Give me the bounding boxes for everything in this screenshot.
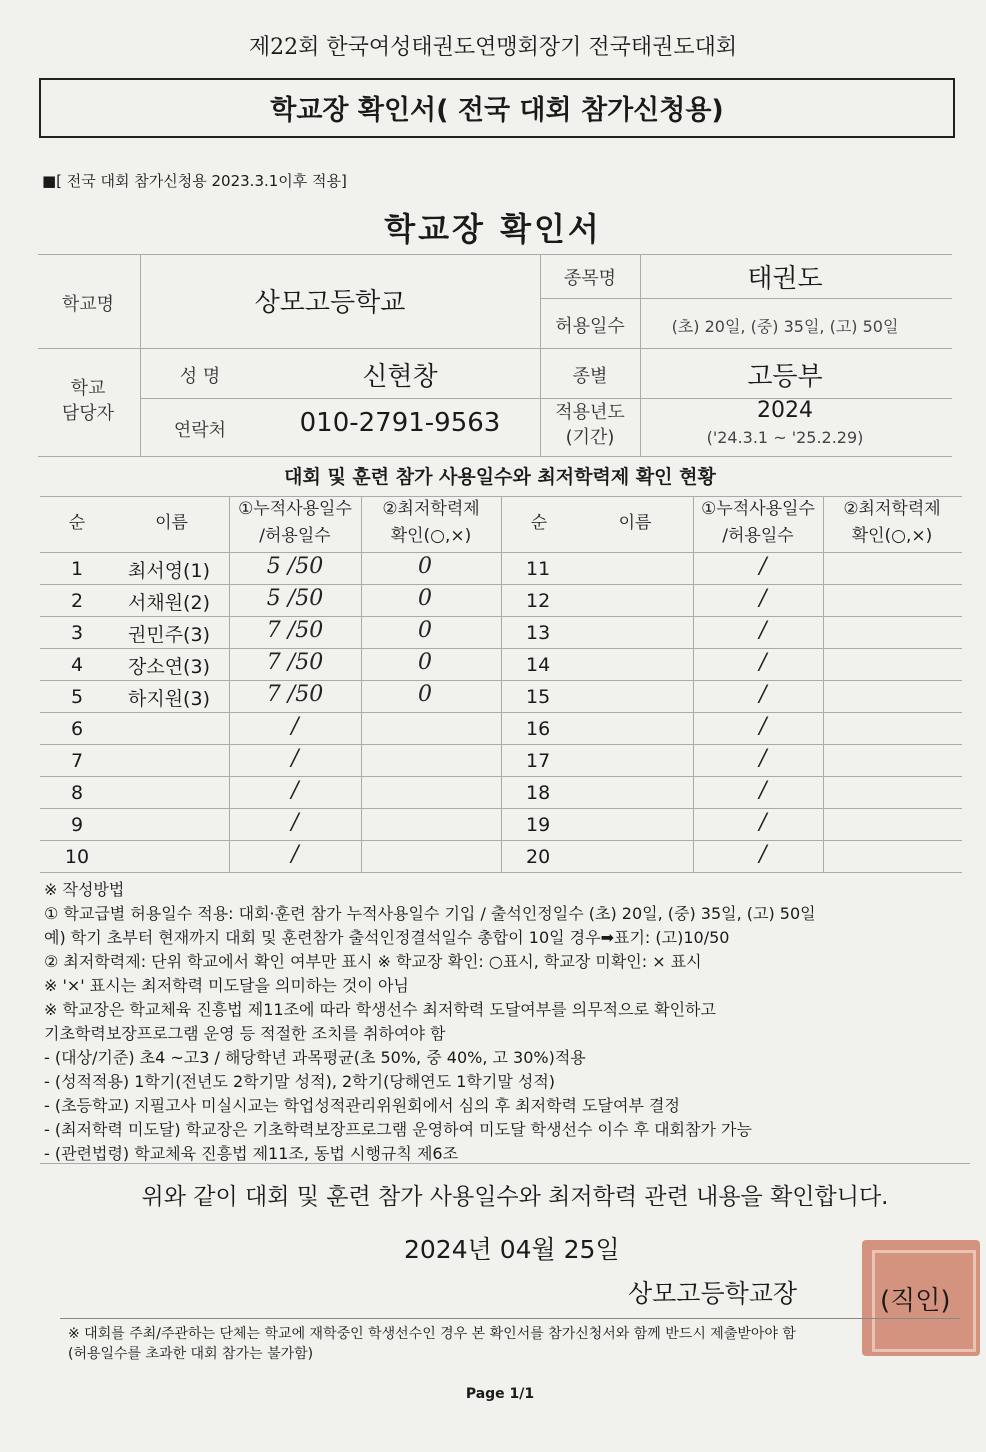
row-seq: 11 bbox=[526, 558, 551, 580]
row-usage-days: 7 /50 bbox=[266, 682, 324, 707]
instructions bbox=[44, 878, 954, 1166]
row-name: 권민주(3) bbox=[128, 624, 210, 646]
table-row-line bbox=[40, 872, 962, 873]
row-usage-days: / bbox=[291, 810, 299, 835]
row-usage-days: / bbox=[759, 778, 767, 803]
row-seq: 14 bbox=[526, 654, 551, 676]
row-seq: 17 bbox=[526, 750, 551, 772]
document-title: 학교장 확인서 bbox=[384, 210, 602, 248]
row-usage-days: / bbox=[291, 746, 299, 771]
row-seq: 12 bbox=[526, 590, 551, 612]
row-seq: 4 bbox=[70, 654, 84, 676]
event-label: 종목명 bbox=[563, 268, 617, 289]
instruction-line: - (최저학력 미도달) 학교장은 기초학력보장프로그램 운영하여 미도달 학생선수 이수 후 대회참가 가능 bbox=[44, 1120, 752, 1139]
instruction-line: - (성적적용) 1학기(전년도 2학기말 성적), 2학기(당해연도 1학기말 성적) bbox=[44, 1072, 556, 1091]
info-line-bottom bbox=[38, 456, 952, 457]
footer-note bbox=[68, 1324, 968, 1364]
row-usage-days: / bbox=[759, 810, 767, 835]
row-min-academic-check: 0 bbox=[418, 682, 432, 707]
row-seq: 1 bbox=[70, 558, 84, 580]
row-usage-days: / bbox=[759, 842, 767, 867]
person-name-label: 성 명 bbox=[179, 366, 221, 387]
manager-label: 학교 담당자 bbox=[61, 378, 115, 424]
instruction-line: - (관련법령) 학교체육 진흥법 제11조, 동법 시행규칙 제6조 bbox=[44, 1144, 459, 1163]
instruction-line: 기초학력보장프로그램 운영 등 적절한 조치를 취하여야 함 bbox=[44, 1024, 446, 1043]
footer-line-2: (허용일수를 초과한 대회 참가는 불가함) bbox=[68, 1346, 314, 1362]
contact-value: 010-2791-9563 bbox=[299, 408, 501, 438]
allowed-days-value: (초) 20일, (중) 35일, (고) 50일 bbox=[671, 317, 899, 336]
usage-section-title: 대회 및 훈련 참가 사용일수와 최저학력제 확인 현황 bbox=[284, 466, 716, 488]
info-line-mid1 bbox=[540, 298, 952, 299]
division-label: 종별 bbox=[572, 366, 608, 387]
th-days-right: ①누적사용일수 /허용일수 bbox=[701, 499, 815, 546]
instructions-divider bbox=[40, 1163, 970, 1164]
principal-name: 상모고등학교장 bbox=[628, 1279, 798, 1308]
instructions-title: ※ 작성방법 bbox=[44, 880, 125, 899]
row-usage-days: / bbox=[759, 746, 767, 771]
allowed-days-label: 허용일수 bbox=[555, 316, 625, 337]
th-seq-right: 순 bbox=[530, 513, 548, 533]
division-value: 고등부 bbox=[747, 362, 823, 392]
row-seq: 6 bbox=[70, 718, 84, 740]
row-seq: 10 bbox=[64, 846, 90, 868]
signing-date: 2024년 04월 25일 bbox=[404, 1235, 620, 1264]
row-usage-days: / bbox=[759, 586, 767, 611]
table-col-line bbox=[501, 496, 502, 872]
row-name: 최서영(1) bbox=[128, 560, 210, 582]
row-min-academic-check: 0 bbox=[418, 650, 432, 675]
th-name-left: 이름 bbox=[155, 513, 188, 533]
th-name-right: 이름 bbox=[618, 513, 652, 533]
instruction-line: 예) 학기 초부터 현재까지 대회 및 훈련참가 출석인정결석일수 총합이 10일 경우➡표기: (고)10/50 bbox=[44, 928, 730, 947]
row-usage-days: 7 /50 bbox=[266, 618, 324, 643]
row-usage-days: / bbox=[291, 842, 299, 867]
instruction-line: ② 최저학력제: 단위 학교에서 확인 여부만 표시 ※ 학교장 확인: ○표시, 학교장 미확인: × 표시 bbox=[44, 952, 702, 971]
row-name: 서채원(2) bbox=[128, 592, 210, 614]
instruction-line: - (초등학교) 지필고사 미실시교는 학업성적관리위원회에서 심의 후 최저학력 도달여부 결정 bbox=[44, 1096, 680, 1115]
row-seq: 7 bbox=[70, 750, 84, 772]
row-usage-days: / bbox=[291, 714, 299, 739]
footer-divider bbox=[60, 1318, 960, 1319]
year-value: 2024 bbox=[757, 398, 813, 423]
row-seq: 19 bbox=[526, 814, 551, 836]
info-line-top bbox=[38, 254, 952, 255]
row-min-academic-check: 0 bbox=[418, 554, 432, 579]
year-label: 적용년도 (기간) bbox=[555, 402, 625, 448]
row-seq: 15 bbox=[526, 686, 551, 708]
row-min-academic-check: 0 bbox=[418, 618, 432, 643]
row-usage-days: / bbox=[759, 618, 767, 643]
row-seq: 3 bbox=[70, 622, 84, 644]
row-usage-days: / bbox=[291, 778, 299, 803]
row-min-academic-check: 0 bbox=[418, 586, 432, 611]
row-seq: 8 bbox=[70, 782, 84, 804]
row-seq: 2 bbox=[70, 590, 84, 612]
th-seq-left: 순 bbox=[68, 513, 86, 533]
footer-line-1: ※ 대회를 주최/주관하는 단체는 학교에 재학중인 학생선수인 경우 본 확인서를 참가신청서와 함께 반드시 제출받아야 함 bbox=[68, 1326, 796, 1342]
row-seq: 16 bbox=[526, 718, 551, 740]
school-name-label: 학교명 bbox=[61, 294, 115, 315]
row-seq: 9 bbox=[70, 814, 84, 836]
info-line-mid2 bbox=[38, 348, 952, 349]
event-title: 제22회 한국여성태권도연맹회장기 전국태권도대회 bbox=[248, 35, 738, 60]
row-name: 하지원(3) bbox=[128, 688, 210, 710]
page-number: Page 1/1 bbox=[465, 1386, 535, 1402]
instruction-line: ※ '×' 표시는 최저학력 미도달을 의미하는 것이 아님 bbox=[44, 976, 409, 995]
applicability-note: ■[ 전국 대회 참가신청용 2023.3.1이후 적용] bbox=[42, 172, 347, 190]
seal-label: (직인) bbox=[880, 1286, 951, 1316]
event-value: 태권도 bbox=[747, 264, 823, 294]
row-usage-days: / bbox=[759, 554, 767, 579]
th-check-right: ②최저학력제 확인(○,×) bbox=[843, 499, 941, 546]
th-check-left: ②최저학력제 확인(○,×) bbox=[382, 499, 480, 546]
instruction-line: - (대상/기준) 초4 ~고3 / 해당학년 과목평균(초 50%, 중 40%, 고 30%)적용 bbox=[44, 1048, 586, 1067]
period-value: ('24.3.1 ~ '25.2.29) bbox=[706, 428, 864, 447]
th-days-left: ①누적사용일수 /허용일수 bbox=[238, 499, 352, 546]
form-title: 학교장 확인서( 전국 대회 참가신청용) bbox=[270, 95, 724, 126]
row-seq: 5 bbox=[70, 686, 84, 708]
confirmation-statement: 위와 같이 대회 및 훈련 참가 사용일수와 최저학력 관련 내용을 확인합니다. bbox=[141, 1184, 889, 1210]
instruction-line: ※ 학교장은 학교체육 진흥법 제11조에 따라 학생선수 최저학력 도달여부를 의무적으로 확인하고 bbox=[44, 1000, 716, 1019]
row-seq: 18 bbox=[526, 782, 551, 804]
row-seq: 13 bbox=[526, 622, 551, 644]
row-usage-days: 7 /50 bbox=[266, 650, 324, 675]
row-seq: 20 bbox=[526, 846, 551, 868]
instruction-line: ① 학교급별 허용일수 적용: 대회·훈련 참가 누적사용일수 기입 / 출석인정일수 (초) 20일, (중) 35일, (고) 50일 bbox=[44, 904, 816, 923]
person-name-value: 신현창 bbox=[362, 362, 438, 392]
row-usage-days: 5 /50 bbox=[266, 554, 324, 579]
row-usage-days: / bbox=[759, 650, 767, 675]
row-usage-days: 5 /50 bbox=[266, 586, 324, 611]
school-name-value: 상모고등학교 bbox=[254, 288, 406, 318]
contact-label: 연락처 bbox=[173, 420, 227, 441]
row-usage-days: / bbox=[759, 682, 767, 707]
row-usage-days: / bbox=[759, 714, 767, 739]
row-name: 장소연(3) bbox=[128, 656, 210, 678]
